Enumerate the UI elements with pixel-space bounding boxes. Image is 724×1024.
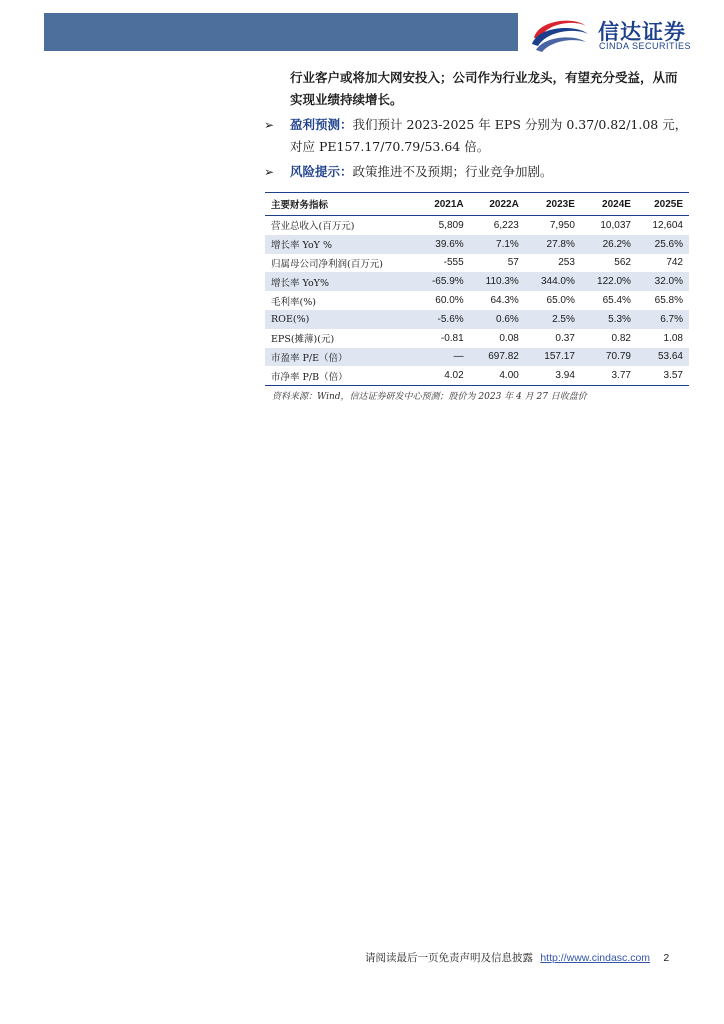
table-row xyxy=(265,272,689,291)
table-cell: 12,604 xyxy=(652,219,683,231)
table-cell: 增长率 YoY % xyxy=(271,240,333,252)
table-row xyxy=(265,310,689,329)
cinda-logo-icon xyxy=(530,14,590,56)
bullet-risk-warning xyxy=(264,161,694,183)
table-header-cell: 2023E xyxy=(545,198,575,210)
table-row xyxy=(265,235,689,254)
table-cell: 27.8% xyxy=(546,238,575,250)
table-cell: — xyxy=(453,351,464,363)
table-cell: 营业总收入(百万元) xyxy=(271,221,355,233)
logo-name-en: CINDA SECURITIES xyxy=(599,41,692,51)
table-cell: 0.08 xyxy=(499,332,519,344)
logo-name-cn: 信达证券 xyxy=(598,20,686,44)
table-cell: 0.82 xyxy=(611,332,631,344)
table-row xyxy=(265,329,689,348)
table-cell: 157.17 xyxy=(544,351,575,363)
table-cell: 0.37 xyxy=(555,332,575,344)
table-cell: 65.8% xyxy=(654,295,683,307)
table-cell: 65.0% xyxy=(546,295,575,307)
table-cell: 3.57 xyxy=(663,370,683,382)
table-cell: 5,809 xyxy=(438,219,464,231)
table-header-cell: 2021A xyxy=(434,198,464,210)
table-cell: 60.0% xyxy=(435,295,464,307)
table-cell: 毛利率(%) xyxy=(271,296,316,308)
table-cell: 1.08 xyxy=(663,332,683,344)
table-header-cell: 主要财务指标 xyxy=(271,200,329,211)
table-cell: 归属母公司净利润(百万元) xyxy=(271,258,383,270)
intro-line-2: 实现业绩持续增长。 xyxy=(290,92,403,107)
table-cell: 344.0% xyxy=(540,276,575,288)
page-number: 2 xyxy=(663,952,670,964)
bullet-text: 政策推进不及预期；行业竞争加剧。 xyxy=(352,164,553,179)
table-row xyxy=(265,254,689,273)
table-cell: 5.3% xyxy=(608,313,631,325)
table-cell: 2.5% xyxy=(552,313,575,325)
table-row xyxy=(265,366,689,385)
table-cell: 562 xyxy=(614,257,631,269)
table-cell: 0.6% xyxy=(496,313,519,325)
table-cell: -5.6% xyxy=(437,313,464,325)
table-row xyxy=(265,348,689,367)
footer-website-link[interactable]: http://www.cindasc.com xyxy=(540,952,651,964)
table-cell: 253 xyxy=(558,257,575,269)
table-cell: 32.0% xyxy=(654,276,683,288)
table-cell: 742 xyxy=(666,257,683,269)
table-cell: 增长率 YoY% xyxy=(271,277,329,289)
table-row xyxy=(265,291,689,310)
table-cell: 7.1% xyxy=(496,238,519,250)
table-cell: 53.64 xyxy=(657,351,683,363)
financial-indicators-table xyxy=(265,192,689,386)
intro-line-1: 行业客户或将加大网安投入；公司作为行业龙头，有望充分受益，从而 xyxy=(290,70,678,85)
table-cell: -555 xyxy=(443,257,464,269)
table-cell: 6.7% xyxy=(660,313,683,325)
table-header-cell: 2025E xyxy=(654,198,683,210)
table-cell: 57 xyxy=(507,257,519,269)
table-cell: ROE(%) xyxy=(271,313,310,325)
bullet-arrow-icon: ➢ xyxy=(264,118,275,132)
table-cell: EPS(摊薄)(元) xyxy=(271,334,335,346)
table-cell: 4.00 xyxy=(499,370,519,382)
footer-disclaimer: 请阅读最后一页免责声明及信息披露 xyxy=(365,952,533,964)
table-cell: 26.2% xyxy=(602,238,631,250)
table-cell: 市净率 P/B（倍） xyxy=(271,371,348,383)
table-header-cell: 2024E xyxy=(602,198,631,210)
intro-paragraph xyxy=(290,67,690,111)
table-source-note: 资料来源：Wind，信达证券研发中心预测；股价为 2023 年 4 月 27 日收盘价 xyxy=(272,392,587,402)
table-cell: 7,950 xyxy=(549,219,575,231)
table-cell: 65.4% xyxy=(602,295,631,307)
bullet-text: 我们预计 2023-2025 年 EPS 分别为 0.37/0.82/1.08 元，对应 PE157.17/70.79/53.64 倍。 xyxy=(290,117,688,154)
table-cell: 70.79 xyxy=(605,351,631,363)
table-cell: -65.9% xyxy=(431,276,464,288)
table-cell: 110.3% xyxy=(485,276,519,288)
table-cell: 3.94 xyxy=(555,370,575,382)
bullet-label: 盈利预测： xyxy=(290,117,353,132)
table-cell: 64.3% xyxy=(490,295,519,307)
table-cell: 10,037 xyxy=(600,219,631,231)
table-row xyxy=(265,216,689,235)
table-header-row xyxy=(265,193,689,216)
bullet-arrow-icon: ➢ xyxy=(264,165,275,179)
table-cell: 6,223 xyxy=(493,219,519,231)
table-cell: 3.77 xyxy=(611,370,631,382)
bullet-label: 风险提示： xyxy=(290,164,353,179)
page-footer xyxy=(365,950,669,965)
table-cell: 122.0% xyxy=(597,276,631,288)
table-cell: -0.81 xyxy=(440,332,464,344)
table-cell: 市盈率 P/E（倍） xyxy=(271,352,348,364)
header-bar xyxy=(44,13,518,51)
table-cell: 4.02 xyxy=(444,370,464,382)
table-cell: 25.6% xyxy=(654,238,683,250)
table-cell: 697.82 xyxy=(488,351,519,363)
table-header-cell: 2022A xyxy=(489,198,519,210)
cinda-logo xyxy=(530,14,710,56)
bullet-earnings-forecast xyxy=(264,114,694,158)
table-cell: 39.6% xyxy=(435,238,464,250)
